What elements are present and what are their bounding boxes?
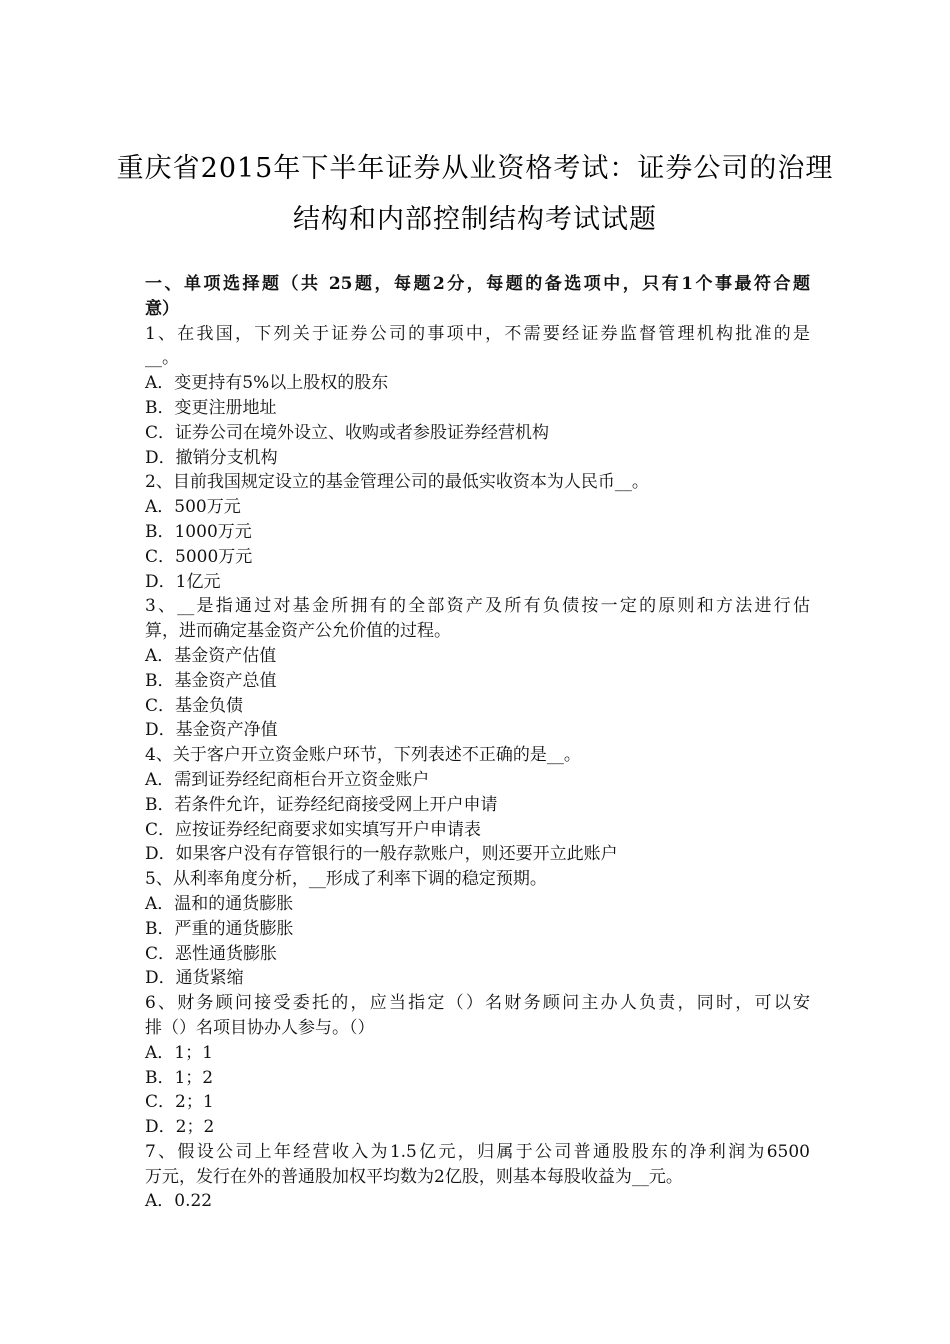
answer-option-line: C．证券公司在境外设立、收购或者参股证券经营机构	[145, 422, 550, 443]
answer-option-line: B．1；2	[145, 1067, 214, 1088]
question-text-line: __。	[145, 348, 179, 369]
question-text-line: 3、__是指通过对基金所拥有的全部资产及所有负债按一定的原则和方法进行估	[145, 596, 810, 617]
document-body	[145, 272, 810, 1214]
question-text-line: 算，进而确定基金资产公允价值的过程。	[145, 621, 451, 642]
answer-option-line: B．严重的通货膨胀	[145, 918, 294, 939]
answer-option-line: D．如果客户没有存管银行的一般存款账户，则还要开立此账户	[145, 844, 618, 865]
answer-option-line: C．基金负债	[145, 695, 244, 716]
answer-option-line: D．撤销分支机构	[145, 447, 278, 468]
answer-option-line: A．基金资产估值	[145, 645, 277, 666]
section-heading-line: 一、单项选择题（共 25题，每题2分，每题的备选项中，只有1个事最符合题	[145, 274, 810, 294]
answer-option-line: D．2；2	[145, 1117, 215, 1138]
answer-option-line: A．需到证券经纪商柜台开立资金账户	[145, 769, 430, 790]
document-title-line-2: 结构和内部控制结构考试试题	[293, 204, 657, 235]
answer-option-line: B．变更注册地址	[145, 397, 277, 418]
answer-option-line: D．1亿元	[145, 571, 221, 592]
document-title-line-1: 重庆省2015年下半年证券从业资格考试：证券公司的治理	[116, 153, 834, 184]
answer-option-line: C．5000万元	[145, 546, 253, 567]
question-text-line: 排（）名项目协办人参与。（）	[145, 1017, 375, 1038]
question-text-line: 2、目前我国规定设立的基金管理公司的最低实收资本为人民币__。	[145, 472, 649, 493]
answer-option-line: B．1000万元	[145, 521, 252, 542]
section-heading-line: 意）	[145, 298, 179, 319]
answer-option-line: D．通货紧缩	[145, 968, 244, 989]
question-text-line: 6、财务顾问接受委托的，应当指定（）名财务顾问主办人负责，同时，可以安	[145, 993, 810, 1014]
question-text-line: 5、从利率角度分析，__形成了利率下调的稳定预期。	[145, 869, 547, 890]
answer-option-line: D．基金资产净值	[145, 720, 278, 741]
question-text-line: 万元，发行在外的普通股加权平均数为2亿股，则基本每股收益为__元。	[145, 1166, 683, 1187]
question-text-line: 4、关于客户开立资金账户环节，下列表述不正确的是__。	[145, 745, 581, 766]
answer-option-line: A．温和的通货膨胀	[145, 893, 294, 914]
answer-option-line: C．应按证券经纪商要求如实填写开户申请表	[145, 819, 482, 840]
answer-option-line: B．基金资产总值	[145, 670, 277, 691]
answer-option-line: C．2；1	[145, 1092, 214, 1113]
question-text-line: 1、在我国，下列关于证券公司的事项中，不需要经证券监督管理机构批准的是	[145, 323, 810, 344]
answer-option-line: B．若条件允许，证券经纪商接受网上开户申请	[145, 794, 498, 815]
answer-option-line: A．1；1	[145, 1042, 213, 1063]
answer-option-line: A．变更持有5%以上股权的股东	[145, 373, 389, 394]
answer-option-line: A．0.22	[145, 1191, 213, 1212]
answer-option-line: A．500万元	[145, 497, 241, 518]
answer-option-line: C．恶性通货膨胀	[145, 943, 278, 964]
question-text-line: 7、假设公司上年经营收入为1.5亿元，归属于公司普通股股东的净利润为6500	[145, 1141, 810, 1162]
